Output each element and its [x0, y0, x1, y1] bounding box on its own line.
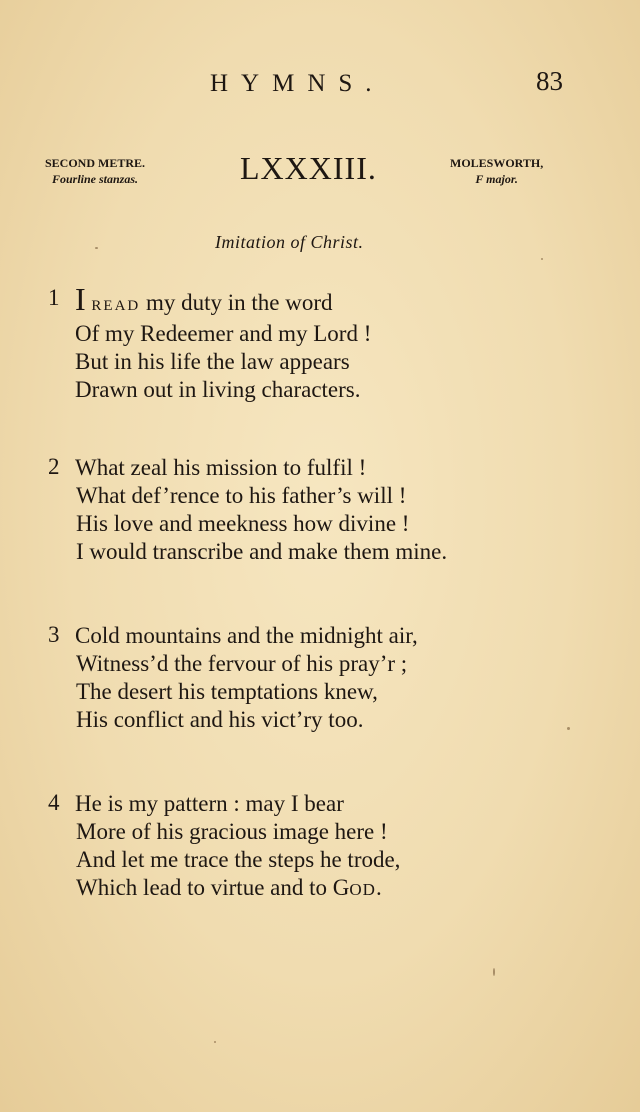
hymn-title: Imitation of Christ.: [215, 232, 364, 252]
first-line-rest: my duty in the word: [146, 290, 333, 315]
stanza-line: Drawn out in living characters.: [75, 377, 361, 402]
stanza-line: He is my pattern : may I bear: [75, 791, 344, 816]
stanza-line: What zeal his mission to fulfil !: [75, 455, 367, 480]
paper-speck: [567, 727, 570, 730]
stanza-line: [76, 874, 568, 904]
stanza-line: Witness’d the fervour of his pray’r ;: [76, 651, 408, 676]
stanza-line: [75, 281, 568, 320]
stanza-line: The desert his temptations knew,: [76, 679, 378, 704]
paper-speck: [95, 247, 98, 249]
stanza-3: [48, 622, 568, 734]
stanza-line: What def’rence to his father’s will !: [76, 483, 407, 508]
running-head: HYMNS.: [210, 70, 385, 97]
hymn-number: LXXXIII.: [240, 150, 377, 186]
page-number: 83: [536, 66, 563, 96]
stanza-1: [48, 281, 568, 404]
tune-note: [450, 155, 543, 187]
stanza-line: And let me trace the steps he trode,: [76, 847, 401, 872]
stanza-line: Cold mountains and the midnight air,: [75, 623, 418, 648]
paper-speck: [493, 968, 495, 976]
stanza-line: Of my Redeemer and my Lord !: [75, 321, 372, 346]
tune-line-1: MOLESWORTH,: [450, 156, 544, 170]
stanza-2: [48, 454, 568, 566]
last-line-text: Which lead to virtue and to: [76, 875, 328, 900]
stanza-line: His conflict and his vict’ry too.: [76, 707, 364, 732]
paper-speck: [541, 258, 543, 260]
meter-line-1: SECOND METRE.: [45, 156, 146, 170]
stanza-number: 3: [48, 622, 60, 647]
stanza-number: 2: [48, 454, 60, 479]
stanza-line: But in his life the law appears: [75, 349, 350, 374]
first-word-smallcaps: READ: [91, 298, 141, 314]
tune-line-2: F major.: [475, 172, 518, 186]
stanza-number: 1: [48, 285, 60, 310]
god-initial: G: [332, 875, 350, 900]
drop-cap: I: [75, 281, 86, 317]
god-rest: OD: [349, 880, 376, 899]
stanza-number: 4: [48, 790, 60, 815]
stanza-line: I would transcribe and make them mine.: [76, 539, 448, 564]
stanza-line: His love and meekness how divine !: [76, 511, 410, 536]
god-smallcaps: [333, 875, 382, 900]
stanza-line: More of his gracious image here !: [76, 819, 388, 844]
paper-speck: [214, 1041, 216, 1043]
meter-line-2: Fourline stanzas.: [51, 172, 139, 186]
stanza-4: [48, 790, 568, 904]
god-punct: .: [375, 875, 382, 900]
meter-note: [45, 155, 145, 187]
